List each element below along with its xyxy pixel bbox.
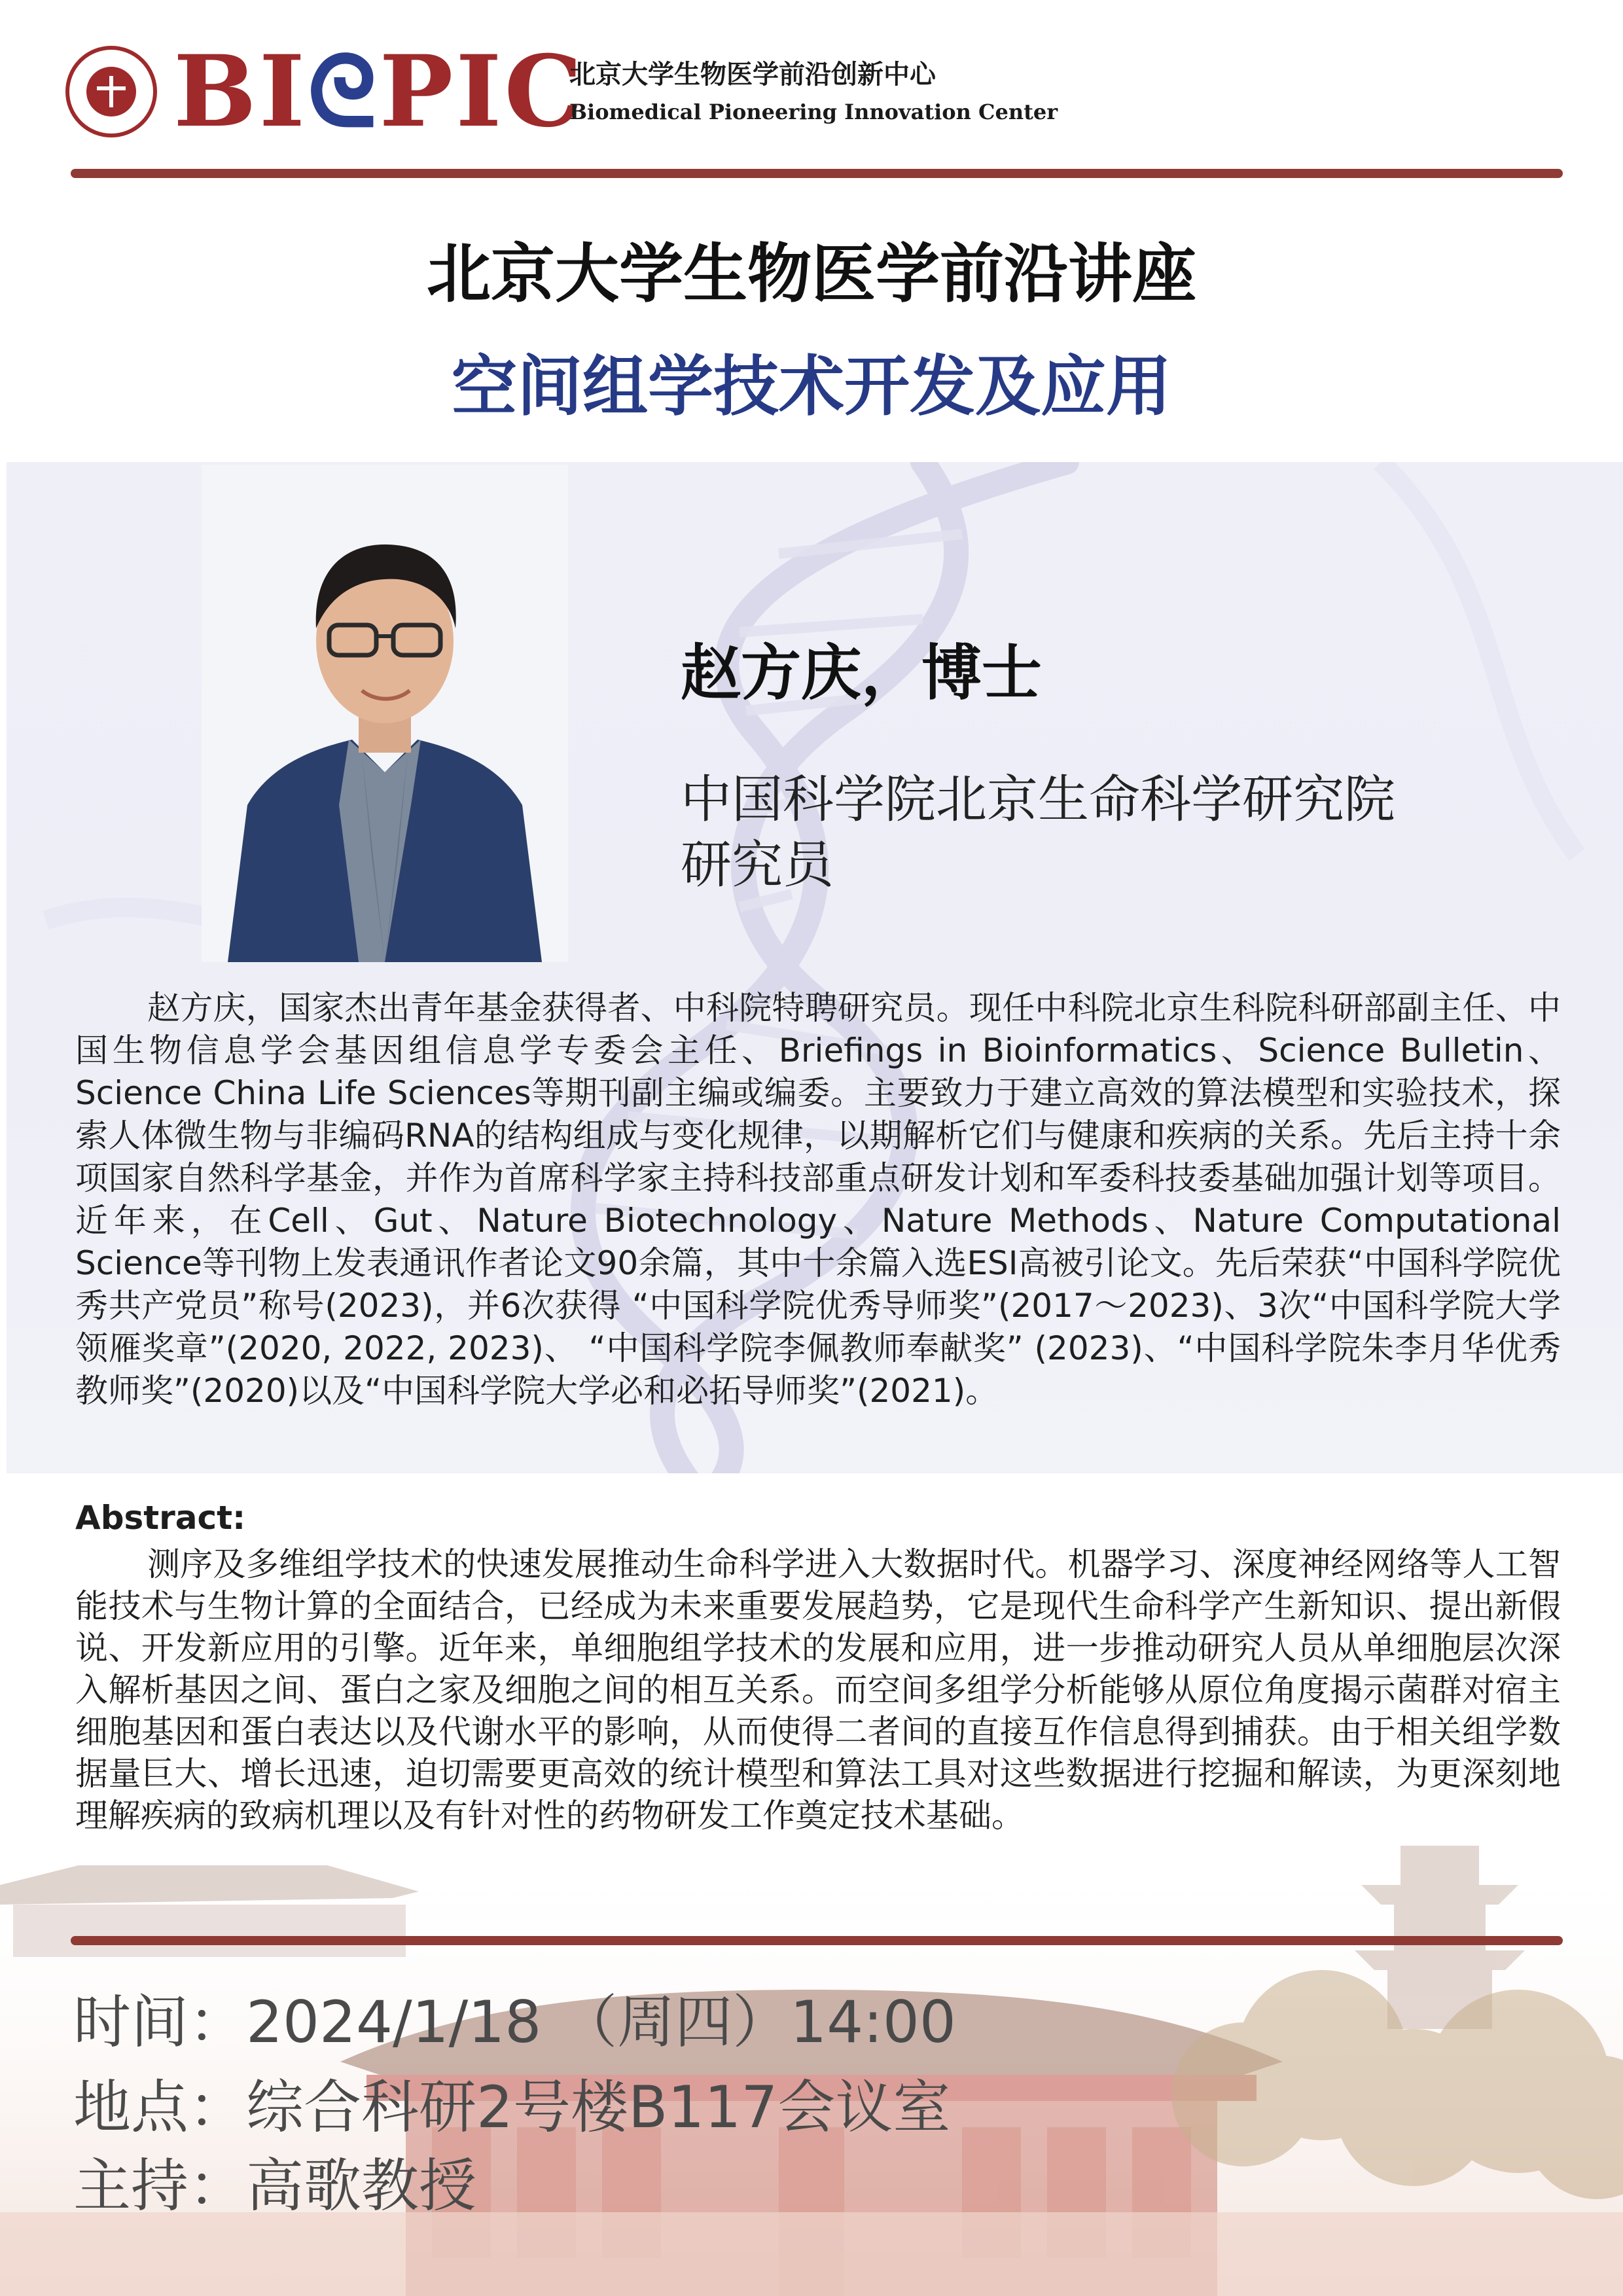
footer-divider <box>71 1936 1563 1945</box>
speaker-portrait-icon <box>202 465 568 962</box>
event-location <box>73 2062 950 2144</box>
event-host <box>73 2140 476 2223</box>
location-value: 综合科研2号楼B117会议室 <box>246 2073 951 2141</box>
org-name-en: Biomedical Pioneering Innovation Center <box>569 99 1058 124</box>
org-name-cn: 北京大学生物医学前沿创新中心 <box>569 59 936 90</box>
dna-logo-icon: ᘓ <box>307 34 380 149</box>
peking-university-seal-icon <box>65 46 157 137</box>
speaker-org-line2: 研究员 <box>681 836 834 895</box>
header <box>65 34 1558 149</box>
seal-emblem-icon <box>86 67 136 117</box>
logo-text-tail: PIC <box>379 34 585 149</box>
abstract-label: Abstract: <box>75 1499 246 1537</box>
event-time <box>73 1977 956 2059</box>
lecture-title: 空间组学技术开发及应用 <box>452 348 1171 425</box>
abstract-text: 测序及多维组学技术的快速发展推动生命科学进入大数据时代。机器学习、深度神经网络等人工智能技术与生物计算的全面结合，已经成为未来重要发展趋势，它是现代生命科学产生新知识、提出新假说、开发新应用的引擎。近年来，单细胞组学技术的发展和应用，进一步推动研究人员从单细胞层次深入解析基因之间、蛋白之家及细胞之间的相互关系。而空间多组学分析能够从原位角度揭示菌群对宿主细胞基因和蛋白表达以及代谢水平的影响，从而使得二者间的直接互作信息得到捕获。由于相关组学数据量巨大、增长迅速，迫切需要更高效的统计模型和算法工具对这些数据进行挖掘和解读，为更深刻地理解疾病的致病机理以及有针对性的药物研发工作奠定技术基础。 <box>75 1545 1561 1835</box>
header-divider <box>71 169 1563 178</box>
host-value: 高歌教授 <box>246 2152 477 2219</box>
time-label: 时间： <box>73 1988 247 2056</box>
time-value: 2024/1/18 （周四）14:00 <box>246 1988 956 2056</box>
speaker-org-line1: 中国科学院北京生命科学研究院 <box>681 770 1396 829</box>
location-label: 地点： <box>73 2073 247 2141</box>
speaker-photo <box>202 465 568 962</box>
speaker-bio: 赵方庆，国家杰出青年基金获得者、中科院特聘研究员。现任中科院北京生科院科研部副主任、中国生物信息学会基因组信息学专委会主任、Briefings in Bioinformatics、Science Bulletin、Science China Life Sciences等期刊副主编或编委。主要致力于建立高效的算法模型和实验技术，探索人体微生物与非编码RNA的结构组成与变化规律，以期解析它们与健康和疾病的关系。先后主持十余项国家自然科学基金，并作为首席科学家主持科技部重点研发计划和军委科技委基础加强计划等项目。近年来，在Cell、Gut、Nature Biotechnology、Nature Methods、Nature Computational Science等刊物上发表通讯作者论文90余篇，其中十余篇入选ESI高被引论文。先后荣获“中国科学院优秀共产党员”称号(2023)，并6次获得 “中国科学院优秀导师奖”(2017～2023)、3次“中国科学院大学领雁奖章”(2020, 2022, 2023)、 “中国科学院李佩教师奉献奖” (2023)、“中国科学院朱李月华优秀教师奖”(2020)以及“中国科学院大学必和必拓导师奖”(2021)。 <box>75 989 1561 1410</box>
speaker-affiliation <box>681 767 1395 898</box>
host-label: 主持： <box>73 2152 247 2219</box>
speaker-name: 赵方庆，博士 <box>681 638 1043 708</box>
biopic-logo <box>173 34 585 149</box>
logo-text-head: BI <box>173 34 308 149</box>
page-title: 北京大学生物医学前沿讲座 <box>426 237 1196 312</box>
